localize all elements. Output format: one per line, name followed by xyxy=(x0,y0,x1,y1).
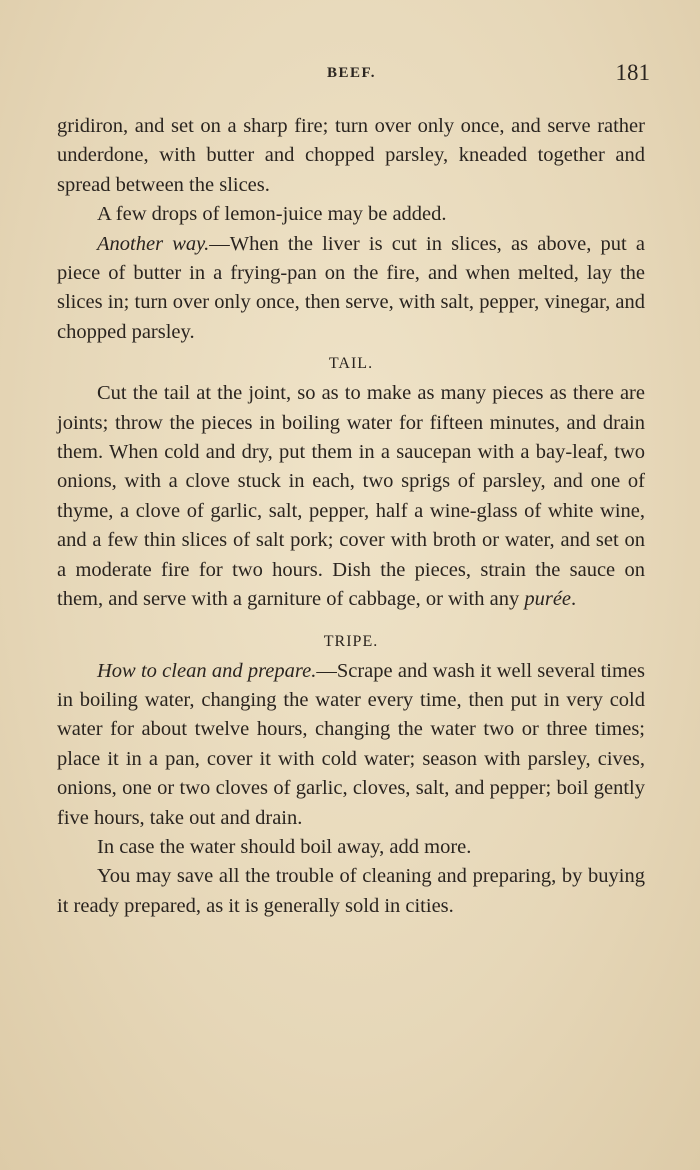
another-way-text: —When the liver is cut in slices, as above, put a piece of butter in a frying-pan on the fire, and when melted, lay the slices in; turn over only once, then serve, with salt, pepper, vinegar, and chopped parsley. xyxy=(57,232,646,343)
section-heading-tail: TAIL. xyxy=(328,355,374,373)
page-body xyxy=(57,112,645,921)
page-header xyxy=(57,60,650,90)
paragraph-gridiron: gridiron, and set on a sharp fire; turn over only once, and serve rather underdone, with butter and chopped parsley, kneaded together and spread between the slices. xyxy=(57,115,645,196)
puree-word: purée xyxy=(524,588,572,611)
running-head: BEEF. xyxy=(327,65,377,81)
paragraph-boil-away: In case the water should boil away, add more. xyxy=(97,835,472,858)
clean-prepare-text: —Scrape and wash it well several times in boiling water, changing the water every time, then put in very cold water for about twelve hours, changing the water two or three times; place it in a pan, cover it with cold water; season with parsley, cives, onions, one or two cloves of garlic, cloves, salt, and pepper; boil gently five hours, take out and drain. xyxy=(57,659,646,829)
paragraph-another-way xyxy=(57,230,645,348)
page-number: 181 xyxy=(615,60,650,85)
paragraph-lemon-juice: A few drops of lemon-juice may be added. xyxy=(97,203,447,226)
clean-prepare-lead: How to clean and prepare. xyxy=(97,659,317,682)
tail-text: Cut the tail at the joint, so as to make as many pieces as there are joints; throw the pieces in boiling water for fifteen minutes, and drain them. When cold and dry, put them in a saucepan with a bay-leaf, two onions, with a clove stuck in each, two sprigs of parsley, and one of thyme, a clove of garlic, salt, pepper, half a wine-glass of white wine, and a few thin slices of salt pork; cover with broth or water, and set on a moderate fire for two hours. Dish the pieces, strain the sauce on them, and serve with a garniture of cabbage, or with any xyxy=(57,382,645,611)
section-heading-tripe: TRIPE. xyxy=(323,632,379,650)
tail-text-end: . xyxy=(571,588,577,611)
paragraph-buy-prepared: You may save all the trouble of cleaning and preparing, by buying it ready prepared, as it is generally sold in cities. xyxy=(57,865,645,917)
another-way-lead: Another way. xyxy=(97,232,210,255)
paragraph-tail xyxy=(57,379,645,614)
paragraph-clean-prepare xyxy=(57,657,645,833)
